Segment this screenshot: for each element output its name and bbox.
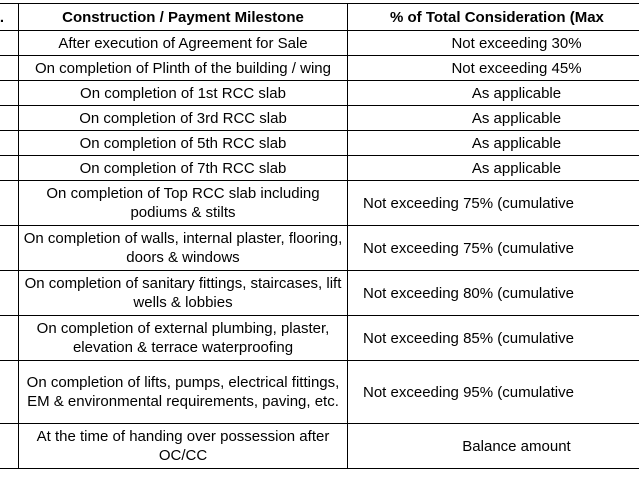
table-row bbox=[0, 106, 639, 131]
milestone-cell: On completion of 3rd RCC slab bbox=[19, 106, 348, 131]
table-row bbox=[0, 31, 639, 56]
milestone-cell: On completion of walls, internal plaster, flooring, doors & windows bbox=[19, 226, 348, 271]
serial-cell bbox=[0, 106, 19, 131]
milestone-cell: On completion of lifts, pumps, electrical fittings, EM & environmental requirements, paving, etc. bbox=[19, 361, 348, 424]
table-row bbox=[0, 316, 639, 361]
serial-cell bbox=[0, 361, 19, 424]
table-row bbox=[0, 424, 639, 469]
serial-cell bbox=[0, 226, 19, 271]
serial-cell bbox=[0, 81, 19, 106]
percent-cell: As applicable bbox=[348, 106, 639, 131]
milestone-cell: After execution of Agreement for Sale bbox=[19, 31, 348, 56]
serial-cell bbox=[0, 271, 19, 316]
table-row bbox=[0, 56, 639, 81]
serial-cell bbox=[0, 424, 19, 469]
percent-cell: Not exceeding 45% bbox=[348, 56, 639, 81]
milestone-cell: On completion of external plumbing, plaster, elevation & terrace waterproofing bbox=[19, 316, 348, 361]
table-row bbox=[0, 271, 639, 316]
header-serial: . bbox=[0, 4, 19, 31]
table-row bbox=[0, 131, 639, 156]
serial-cell bbox=[0, 31, 19, 56]
table-row bbox=[0, 226, 639, 271]
serial-cell bbox=[0, 181, 19, 226]
percent-cell: Not exceeding 30% bbox=[348, 31, 639, 56]
table-row bbox=[0, 181, 639, 226]
milestone-cell: On completion of 7th RCC slab bbox=[19, 156, 348, 181]
serial-cell bbox=[0, 316, 19, 361]
table-row bbox=[0, 156, 639, 181]
percent-cell: Not exceeding 80% (cumulative bbox=[348, 271, 639, 316]
percent-cell: As applicable bbox=[348, 156, 639, 181]
percent-cell: Balance amount bbox=[348, 424, 639, 469]
percent-cell: Not exceeding 75% (cumulative bbox=[348, 226, 639, 271]
payment-milestone-table bbox=[0, 3, 639, 469]
percent-cell: As applicable bbox=[348, 131, 639, 156]
milestone-cell: On completion of 1st RCC slab bbox=[19, 81, 348, 106]
table-row bbox=[0, 81, 639, 106]
milestone-cell: On completion of Top RCC slab including podiums & stilts bbox=[19, 181, 348, 226]
header-milestone: Construction / Payment Milestone bbox=[19, 4, 348, 31]
serial-cell bbox=[0, 56, 19, 81]
percent-cell: As applicable bbox=[348, 81, 639, 106]
milestone-cell: On completion of 5th RCC slab bbox=[19, 131, 348, 156]
serial-cell bbox=[0, 156, 19, 181]
percent-cell: Not exceeding 75% (cumulative bbox=[348, 181, 639, 226]
milestone-cell: On completion of sanitary fittings, staircases, lift wells & lobbies bbox=[19, 271, 348, 316]
milestone-cell: At the time of handing over possession after OC/CC bbox=[19, 424, 348, 469]
percent-cell: Not exceeding 85% (cumulative bbox=[348, 316, 639, 361]
serial-cell bbox=[0, 131, 19, 156]
payment-schedule bbox=[0, 3, 639, 469]
header-percent: % of Total Consideration (Max bbox=[348, 4, 639, 31]
milestone-cell: On completion of Plinth of the building / wing bbox=[19, 56, 348, 81]
table-row bbox=[0, 361, 639, 424]
percent-cell: Not exceeding 95% (cumulative bbox=[348, 361, 639, 424]
header-row bbox=[0, 4, 639, 31]
